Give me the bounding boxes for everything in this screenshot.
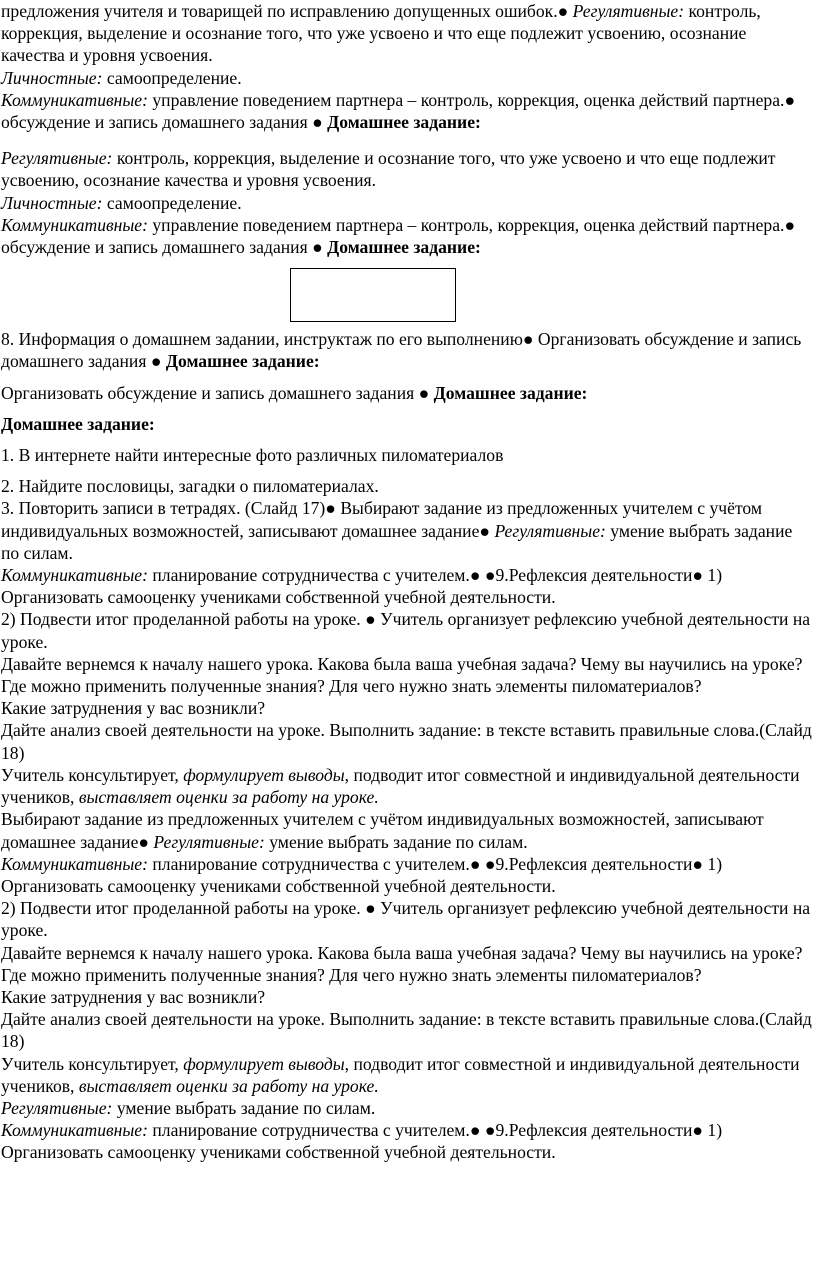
paragraph-regulative-tail bbox=[1, 1097, 814, 1119]
bullet: ● bbox=[312, 112, 323, 133]
bullet: ● bbox=[312, 237, 323, 258]
text: планирование сотрудничества с учителем. bbox=[147, 565, 470, 586]
regulative-label: Регулятивные: bbox=[1, 1097, 113, 1118]
bullet: ● bbox=[484, 853, 496, 874]
homework-heading-text: Домашнее задание: bbox=[1, 413, 155, 434]
paragraph-organize bbox=[1, 382, 814, 404]
paragraph-summary bbox=[1, 608, 814, 652]
text: 9.Рефлексия деятельности bbox=[495, 853, 693, 874]
italic-text: выставляет оценки за работу на уроке. bbox=[78, 1075, 379, 1096]
bullet: ● bbox=[522, 329, 534, 350]
text: умение выбрать задание по силам. bbox=[1, 520, 793, 563]
paragraph-communicative bbox=[1, 89, 814, 111]
text: Организовать обсуждение и запись домашнего задания bbox=[1, 329, 802, 372]
text: 1) Организовать самооценку учениками собственной учебной деятельности. bbox=[1, 853, 723, 896]
text: Учитель консультирует, bbox=[1, 1053, 184, 1074]
bullet: ● bbox=[469, 1120, 481, 1141]
communicative-label: Коммуникативные: bbox=[1, 565, 148, 586]
regulative-label: Регулятивные: bbox=[494, 520, 606, 541]
bullet: ● bbox=[484, 1120, 496, 1141]
text: контроль, коррекция, выделение и осознание того, что уже усвоено и что еще подлежит усвоению, осознание качества и уровня усвоения. bbox=[1, 148, 776, 191]
homework-heading bbox=[1, 413, 814, 435]
communicative-label: Коммуникативные: bbox=[1, 89, 148, 110]
text: умение выбрать задание по силам. bbox=[112, 1097, 376, 1118]
text: , подводит итог совместной и индивидуальной деятельности учеников, bbox=[1, 1053, 800, 1096]
paragraph-questions: Давайте вернемся к началу нашего урока. Какова была ваша учебная задача? Чему вы научились на уроке? Где можно применить полученные знания? Для чего нужно знать элементы пиломатериалов? bbox=[1, 653, 803, 697]
bullet: ● bbox=[469, 565, 481, 586]
bullet: ● bbox=[325, 498, 336, 519]
paragraph-personal bbox=[1, 67, 814, 89]
text: обсуждение и запись домашнего задания bbox=[1, 112, 308, 133]
paragraph-communicative-2 bbox=[1, 214, 814, 236]
text: Учитель организует рефлексию учебной деятельности на уроке. bbox=[1, 898, 811, 941]
bullet: ● bbox=[692, 1120, 704, 1141]
communicative-label: Коммуникативные: bbox=[1, 214, 148, 235]
homework-bold: Домашнее задание: bbox=[327, 112, 481, 133]
regulative-label: Регулятивные: bbox=[153, 831, 265, 852]
text: , подводит итог совместной и индивидуальной деятельности учеников, bbox=[1, 764, 800, 808]
bullet: ● bbox=[138, 831, 150, 852]
bullet: ● bbox=[784, 214, 796, 235]
bullet: ● bbox=[557, 1, 569, 21]
personal-label: Личностные: bbox=[1, 67, 103, 88]
text: 8. Информация о домашнем задании, инструктаж по его выполнению bbox=[1, 329, 523, 350]
homework-item-2: 2. Найдите пословицы, загадки о пиломатериалах. bbox=[1, 476, 379, 497]
homework-bold: Домашнее задание: bbox=[165, 351, 320, 372]
bullet: ● bbox=[484, 565, 496, 586]
text: самоопределение. bbox=[102, 67, 242, 88]
text: обсуждение и запись домашнего задания bbox=[1, 237, 308, 258]
paragraph-difficulties: Какие затруднения у вас возникли? bbox=[1, 698, 266, 719]
personal-label: Личностные: bbox=[1, 192, 103, 213]
bullet: ● bbox=[418, 382, 430, 403]
text: 1) Организовать самооценку учениками собственной учебной деятельности. bbox=[1, 1120, 723, 1163]
homework-item-3 bbox=[1, 497, 814, 564]
bullet: ● bbox=[150, 351, 162, 372]
bullet: ● bbox=[365, 609, 376, 630]
paragraph-choose bbox=[1, 808, 814, 852]
bullet: ● bbox=[479, 520, 491, 541]
paragraph-discussion-2 bbox=[1, 236, 814, 258]
text: 9.Рефлексия деятельности bbox=[495, 1120, 693, 1141]
paragraph-teacher-2 bbox=[1, 1053, 814, 1097]
homework-item-1: 1. В интернете найти интересные фото различных пиломатериалов bbox=[1, 445, 504, 466]
communicative-label: Коммуникативные: bbox=[1, 1120, 148, 1141]
paragraph-communicative-3 bbox=[1, 564, 814, 608]
homework-bold: Домашнее задание: bbox=[433, 382, 588, 403]
text: управление поведением партнера – контроль, коррекция, оценка действий партнера. bbox=[147, 89, 785, 110]
bullet: ● bbox=[692, 853, 704, 874]
paragraph-communicative-tail bbox=[1, 1119, 814, 1163]
communicative-label: Коммуникативные: bbox=[1, 853, 148, 874]
text: 2) Подвести итог проделанной работы на уроке. bbox=[1, 609, 366, 630]
text: контроль, коррекция, выделение и осознание того, что уже усвоено и что еще подлежит усвоению, осознание качества и уровня усвоения. bbox=[1, 1, 761, 66]
text: 1) Организовать самооценку учениками собственной учебной деятельности. bbox=[1, 565, 723, 608]
italic-text: выставляет оценки за работу на уроке. bbox=[78, 787, 379, 808]
text: планирование сотрудничества с учителем. bbox=[147, 1120, 470, 1141]
text: умение выбрать задание по силам. bbox=[264, 831, 528, 852]
text: Выбирают задание из предложенных учителем с учётом индивидуальных возможностей, записывают домашнее задание bbox=[1, 809, 764, 852]
regulative-label: Регулятивные: bbox=[572, 1, 685, 21]
paragraph-personal-2 bbox=[1, 192, 814, 214]
bullet: ● bbox=[692, 565, 704, 586]
text: 3. Повторить записи в тетрадях. (Слайд 17) bbox=[1, 498, 326, 519]
text: планирование сотрудничества с учителем. bbox=[147, 853, 470, 874]
text: Организовать обсуждение и запись домашнего задания bbox=[1, 382, 419, 403]
paragraph-section-8 bbox=[1, 328, 814, 372]
paragraph-discussion bbox=[1, 111, 814, 133]
italic-text: формулирует выводы bbox=[183, 1053, 345, 1074]
text: Выбирают задание из предложенных учителем с учётом индивидуальных возможностей, записывают домашнее задание bbox=[1, 498, 763, 541]
homework-bold: Домашнее задание: bbox=[327, 237, 481, 258]
italic-text: формулирует выводы bbox=[183, 764, 345, 785]
bullet: ● bbox=[784, 89, 796, 110]
paragraph-questions-2: Давайте вернемся к началу нашего урока. Какова была ваша учебная задача? Чему вы научились на уроке? Где можно применить полученные знания? Для чего нужно знать элементы пиломатериалов? bbox=[1, 942, 803, 985]
text: управление поведением партнера – контроль, коррекция, оценка действий партнера. bbox=[147, 214, 785, 235]
regulative-label: Регулятивные: bbox=[1, 148, 113, 169]
text: самоопределение. bbox=[102, 192, 242, 213]
text: Учитель организует рефлексию учебной деятельности на уроке. bbox=[1, 609, 811, 652]
paragraph-analysis: Дайте анализ своей деятельности на уроке. Выполнить задание: в тексте вставить правильные слова.(Слайд 18) bbox=[1, 720, 812, 763]
paragraph-communicative-4 bbox=[1, 853, 814, 897]
paragraph-regulative-2 bbox=[1, 147, 814, 191]
paragraph-teacher bbox=[1, 764, 814, 808]
text: Учитель консультирует, bbox=[1, 764, 184, 785]
paragraph-difficulties-2: Какие затруднения у вас возникли? bbox=[1, 986, 266, 1007]
paragraph-analysis-2: Дайте анализ своей деятельности на уроке. Выполнить задание: в тексте вставить правильные слова.(Слайд 18) bbox=[1, 1009, 812, 1052]
text: 9.Рефлексия деятельности bbox=[495, 565, 693, 586]
paragraph-errors bbox=[1, 0, 814, 67]
bullet: ● bbox=[365, 898, 376, 919]
paragraph-summary-2 bbox=[1, 897, 814, 941]
bullet: ● bbox=[469, 853, 481, 874]
empty-frame bbox=[290, 268, 456, 322]
text: предложения учителя и товарищей по исправлению допущенных ошибок. bbox=[1, 1, 558, 21]
text: 2) Подвести итог проделанной работы на уроке. bbox=[1, 898, 366, 919]
